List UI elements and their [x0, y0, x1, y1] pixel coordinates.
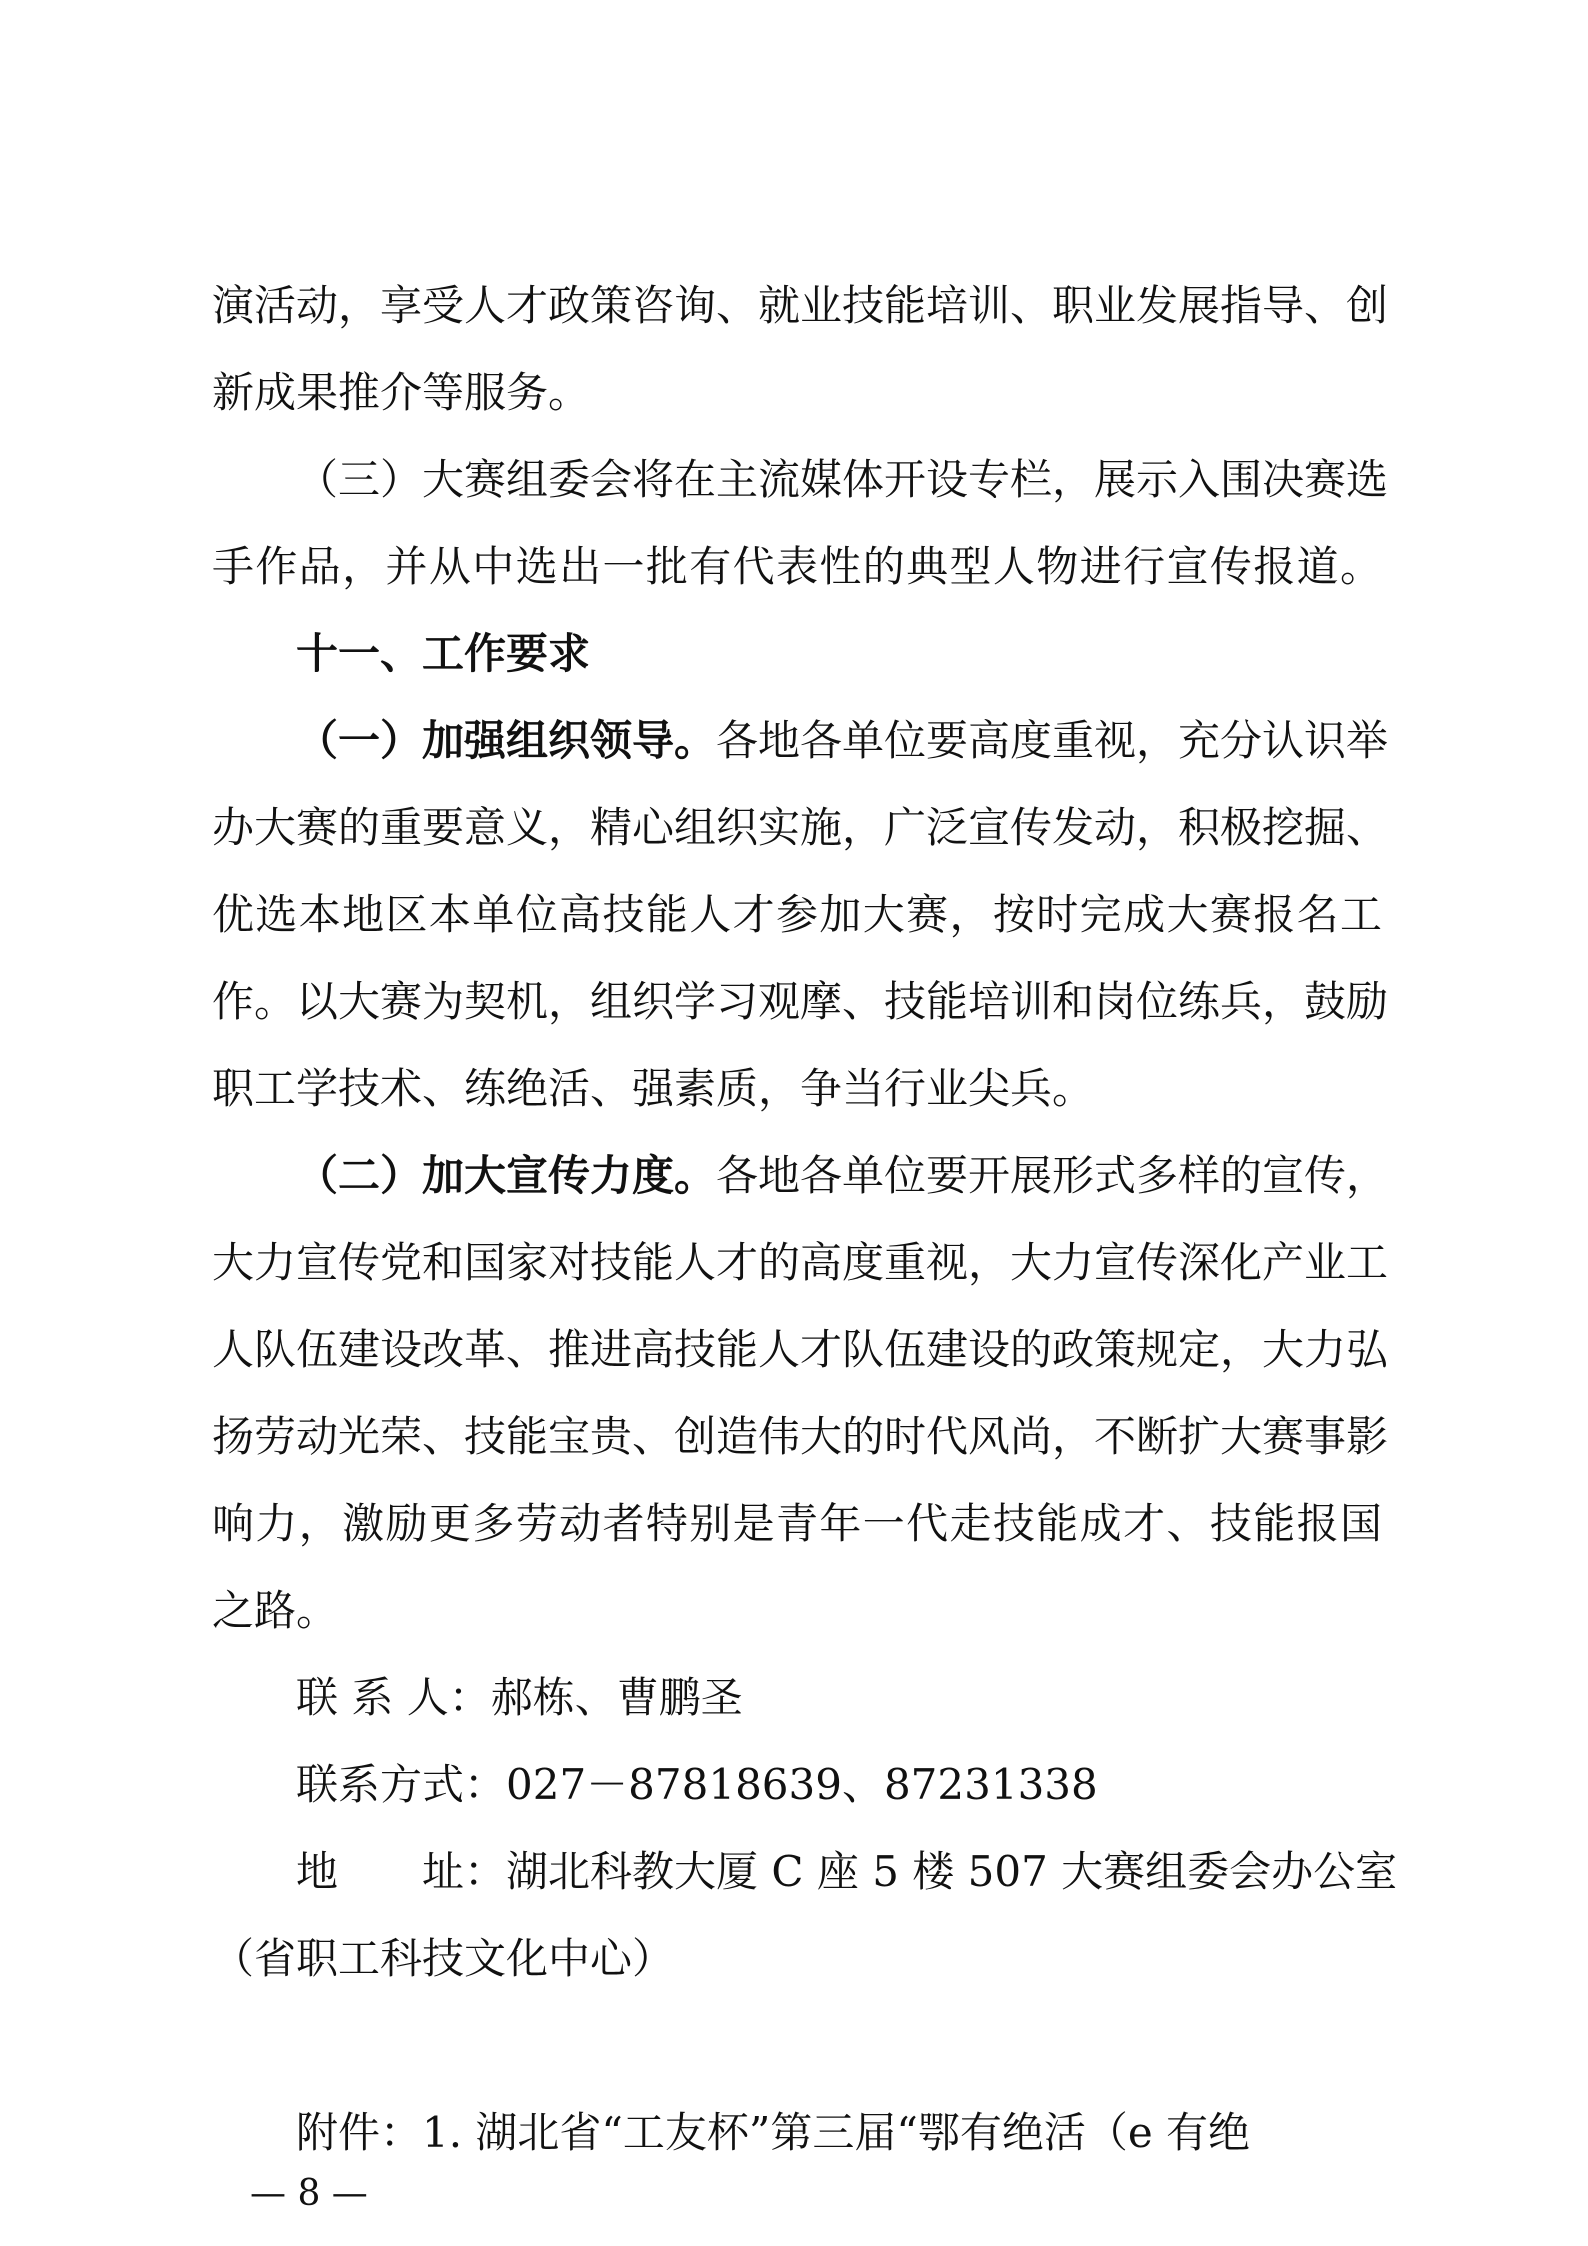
- contact-address-label: 地 址：: [296, 1847, 507, 1896]
- paragraph-line: 响力，激励更多劳动者特别是青年一代走技能成才、技能报国: [212, 1499, 1382, 1548]
- attachment-line: 附件：1. 湖北省“工友杯”第三届“鄂有绝活（e 有绝: [296, 2108, 1251, 2157]
- contact-address-value: 湖北科教大厦 C 座 5 楼 507 大赛组委会办公室: [506, 1847, 1398, 1896]
- contact-address: [296, 1844, 1398, 1900]
- contact-phone-value: 027－87818639、87231338: [506, 1760, 1098, 1809]
- contact-person: [296, 1670, 1382, 1726]
- paragraph-line: 新成果推介等服务。: [212, 368, 591, 417]
- paragraph-lead: （二）加大宣传力度。: [296, 1151, 717, 1200]
- paragraph-line: 作。以大赛为契机，组织学习观摩、技能培训和岗位练兵，鼓励: [212, 977, 1389, 1026]
- paragraph-line: 手作品，并从中选出一批有代表性的典型人物进行宣传报道。: [212, 542, 1382, 591]
- contact-person-label: 联 系 人：: [296, 1673, 491, 1722]
- contact-person-value: 郝栋、曹鹏圣: [490, 1673, 743, 1722]
- paragraph-line: [296, 713, 1389, 769]
- paragraph-line: 办大赛的重要意义，精心组织实施，广泛宣传发动，积极挖掘、: [212, 803, 1389, 852]
- paragraph-line: 优选本地区本单位高技能人才参加大赛，按时完成大赛报名工: [212, 890, 1382, 939]
- paragraph-line: 职工学技术、练绝活、强素质，争当行业尖兵。: [212, 1064, 1095, 1113]
- paragraph-line: 人队伍建设改革、推进高技能人才队伍建设的政策规定，大力弘: [212, 1325, 1389, 1374]
- paragraph-line: 演活动，享受人才政策咨询、就业技能培训、职业发展指导、创: [212, 281, 1389, 330]
- paragraph-line: 大力宣传党和国家对技能人才的高度重视，大力宣传深化产业工: [212, 1238, 1389, 1287]
- paragraph-line: [296, 1148, 1389, 1204]
- paragraph-lead: （一）加强组织领导。: [296, 716, 717, 765]
- paragraph-text: 各地各单位要开展形式多样的宣传，: [716, 1151, 1389, 1200]
- page-number: — 8 —: [250, 2173, 368, 2214]
- paragraph-line: 扬劳动光荣、技能宝贵、创造伟大的时代风尚，不断扩大赛事影: [212, 1412, 1389, 1461]
- contact-phone-label: 联系方式：: [296, 1760, 507, 1809]
- paragraph-line: 之路。: [212, 1586, 339, 1635]
- section-heading: 十一、工作要求: [296, 629, 591, 678]
- paragraph-line: （三）大赛组委会将在主流媒体开设专栏，展示入围决赛选: [296, 455, 1389, 504]
- contact-phone: [296, 1757, 1382, 1813]
- contact-address-continuation: （省职工科技文化中心）: [212, 1934, 675, 1983]
- paragraph-text: 各地各单位要高度重视，充分认识举: [716, 716, 1389, 765]
